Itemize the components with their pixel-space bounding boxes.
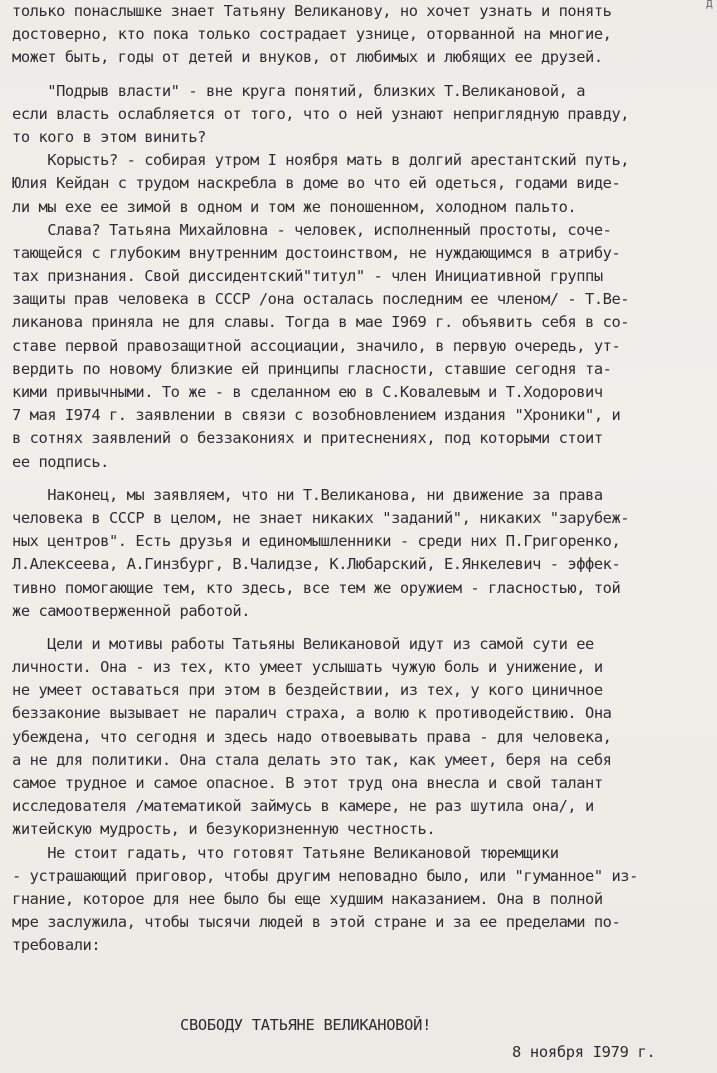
paragraph-gap (12, 474, 712, 484)
text-line: ных центров". Есть друзья и единомышленники - среди них П.Григоренко, (12, 532, 621, 551)
text-line: Л.Алексеева, А.Гинзбург, В.Чалидзе, К.Любарский, Е.Янкелевич - эффек- (12, 555, 621, 574)
paragraph-gap (12, 70, 712, 80)
text-line: "Подрыв власти" - вне круга понятий, близких Т.Великановой, а (12, 81, 586, 100)
paragraph-gap (12, 623, 712, 633)
text-line: житейскую мудрость, и безукоризненную честность. (12, 820, 436, 839)
text-line: кими привычными. То же - в сделанном ею в С.Ковалевым и Т.Ходорович (12, 383, 603, 401)
text-line: ставе первой правозащитной ассоциации, значило, в первую очередь, ут- (12, 336, 621, 355)
text-line: Не стоит гадать, что готовят Татьяне Великановой тюремщики (12, 843, 559, 862)
text-line: самое трудное и самое опасное. В этот труд она внесла и свой талант (12, 774, 603, 792)
text-line: мре заслужила, чтобы тысячи людей в этой стране и за ее пределами по- (12, 913, 621, 932)
text-line: Юлия Кейдан с трудом наскребла в доме во что ей одеться, годами виде- (12, 174, 621, 193)
text-line: беззаконие вызывает не паралич страха, а волю к противодействию. Она (12, 704, 612, 723)
text-line: достоверно, кто пока только сострадает узнице, оторванной на многие, (12, 25, 612, 44)
text-line: - устрашающий приговор, чтобы другим неповадно было, или "гуманное" из- (12, 866, 638, 885)
text-line: то кого в этом винить? (12, 127, 206, 146)
text-line: исследователя /математикой займусь в камере, не раз шутила она/, и (12, 797, 594, 816)
closing-slogan: СВОБОДУ ТАТЬЯНЕ ВЕЛИКАНОВОЙ! (180, 1016, 432, 1034)
text-line: гнание, которое для нее было бы еще худшим наказанием. Она в полной (12, 889, 603, 908)
text-line: вердить по новому близкие ей принципы гласности, ставшие сегодня та- (12, 359, 612, 378)
text-line: ее подпись. (12, 452, 109, 471)
text-line: Наконец, мы заявляем, что ни Т.Великанова, ни движение за права (12, 485, 603, 504)
text-line: а не для политики. Она стала делать это так, как умеет, беря на себя (12, 750, 612, 769)
text-line: тах признания. Свой диссидентский"титул" - член Инициативной группы (12, 267, 603, 286)
page-corner-mark: д (705, 0, 713, 10)
text-line: защиты прав человека в СССР /она осталась последним ее членом/ - Т.Ве- (12, 290, 630, 309)
text-line: только понаслышке знает Татьяну Великанову, но хочет узнать и понять (12, 2, 612, 20)
text-line: Цели и мотивы работы Татьяны Великановой идут из самой сути ее (12, 634, 594, 653)
text-line: может быть, годы от детей и внуков, от любимых и любящих ее друзей. (12, 48, 603, 67)
text-line: убеждена, что сегодня и здесь надо отвоевывать права - для человека, (12, 727, 612, 746)
text-line: не умеет оставаться при этом в бездействии, из тех, у кого циничное (12, 681, 603, 700)
text-line: если власть ослабляется от того, что о ней узнают неприглядную правду, (12, 104, 630, 123)
text-line: ликанова приняла не для славы. Тогда в мае I969 г. объявить себя в со- (12, 313, 630, 332)
text-line: же самоотверженной работой. (12, 601, 251, 620)
text-line: Корысть? - собирая утром I ноября мать в долгий арестантский путь, (12, 151, 630, 170)
document-date: 8 ноября I979 г. (512, 1043, 656, 1061)
text-line: тивно помогающие тем, кто здесь, все тем же оружием - гласностью, той (12, 578, 621, 597)
text-line: личности. Она - из тех, кто умеет услышать чужую боль и унижение, и (12, 658, 603, 677)
text-line: Слава? Татьяна Михайловна - человек, исполненный простоты, соче- (12, 220, 612, 239)
text-line: 7 мая I974 г. заявлении в связи с возобновлением издания "Хроники", и (12, 406, 621, 425)
text-line: ли мы ехе ее зимой в одном и том же поношенном, холодном пальто. (12, 197, 577, 216)
text-line: тающейся с глубоким внутренним достоинством, не нуждающимся в атрибу- (12, 243, 621, 262)
text-line: человека в СССР в целом, не знает никаких "заданий", никаких "зарубеж- (12, 508, 630, 527)
text-line: требовали: (12, 936, 101, 955)
text-line: в сотнях заявлений о беззакониях и притеснениях, под которыми стоит (12, 429, 603, 448)
document-body (12, 0, 712, 958)
